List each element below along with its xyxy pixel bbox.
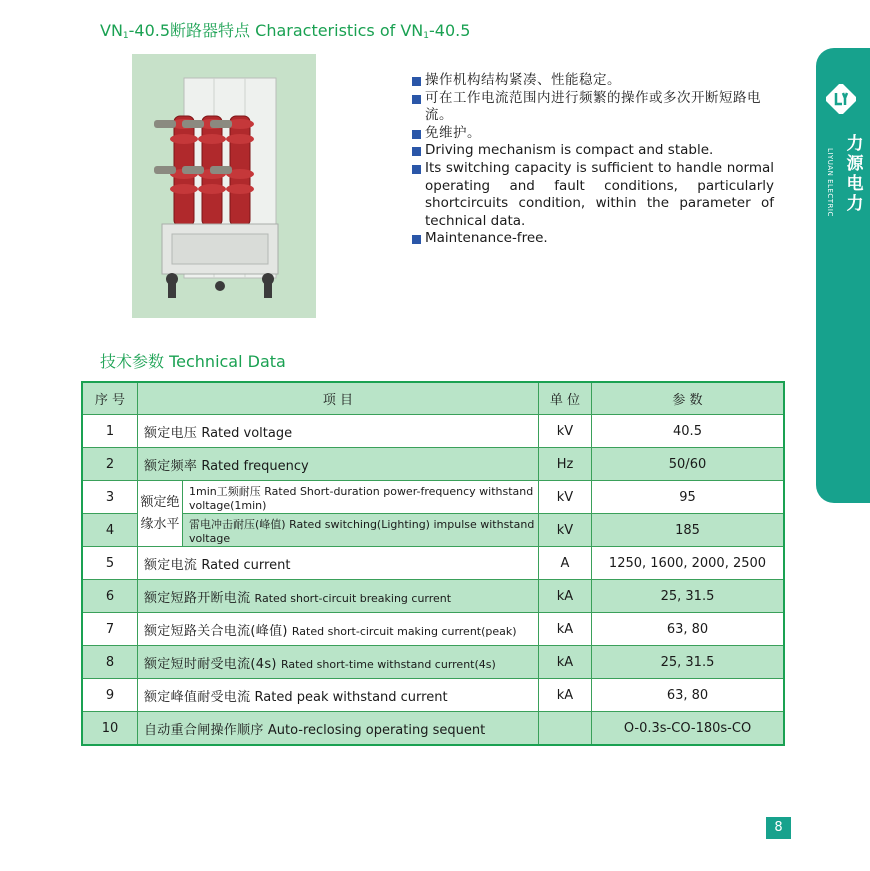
bullet-icon [412, 165, 421, 174]
table-row: 5 额定电流 Rated current A 1250, 1600, 2000, 2500 [82, 547, 784, 580]
bullet-icon [412, 77, 421, 86]
brand-logo-icon [826, 84, 856, 114]
feature-item: 免维护。 [412, 125, 774, 143]
table-row: 7 额定短路关合电流(峰值) Rated short-circuit making current(peak) kA 63, 80 [82, 613, 784, 646]
table-row: 6 额定短路开断电流 Rated short-circuit breaking current kA 25, 31.5 [82, 580, 784, 613]
header-item: 项 目 [138, 382, 539, 415]
table-row: 10 自动重合闸操作顺序 Auto-reclosing operating sequent O-0.3s-CO-180s-CO [82, 712, 784, 746]
header-unit: 单 位 [539, 382, 592, 415]
header-no: 序 号 [82, 382, 138, 415]
table-row: 4 雷电冲击耐压(峰值) Rated switching(Lighting) impulse withstand voltage kV 185 [82, 514, 784, 547]
feature-item: Driving mechanism is compact and stable. [412, 142, 774, 160]
table-row: 2 额定频率 Rated frequency Hz 50/60 [82, 448, 784, 481]
bullet-icon [412, 147, 421, 156]
bullet-icon [412, 130, 421, 139]
header-value: 参 数 [592, 382, 785, 415]
table-row: 8 额定短时耐受电流(4s) Rated short-time withstand current(4s) kA 25, 31.5 [82, 646, 784, 679]
feature-item: Its switching capacity is sufficient to handle normal operating and fault conditions, particularly shortcircuits condition, within the parameter of technical data. [412, 160, 774, 230]
bullet-icon [412, 235, 421, 244]
section-title-technical-data: 技术参数 Technical Data [100, 352, 286, 371]
product-photo [132, 54, 316, 318]
page-number: 8 [766, 817, 791, 839]
bullet-icon [412, 95, 421, 104]
insulation-group-label: 额定绝缘水平 [138, 481, 183, 547]
feature-item: Maintenance-free. [412, 230, 774, 248]
feature-list [412, 72, 774, 248]
brand-side-tab [816, 48, 870, 503]
brand-name-en: LIYUAN ELECTRIC [826, 148, 834, 217]
table-row: 3 额定绝缘水平 1min工频耐压 Rated Short-duration power-frequency withstand voltage(1min) kV 95 [82, 481, 784, 514]
section-title-characteristics: $VN_1-40.5$断路器特点 Characteristics of $VN_1-40.5$ [100, 21, 471, 41]
feature-item: 操作机构结构紧凑、性能稳定。 [412, 72, 774, 90]
brand-name-cn: 力源电力 [846, 134, 864, 214]
table-row: 9 额定峰值耐受电流 Rated peak withstand current kA 63, 80 [82, 679, 784, 712]
table-row: 1 额定电压 Rated voltage kV 40.5 [82, 415, 784, 448]
table-header-row [82, 382, 784, 415]
feature-item: 可在工作电流范围内进行频繁的操作或多次开断短路电流。 [412, 90, 774, 125]
technical-data-table [81, 381, 785, 746]
